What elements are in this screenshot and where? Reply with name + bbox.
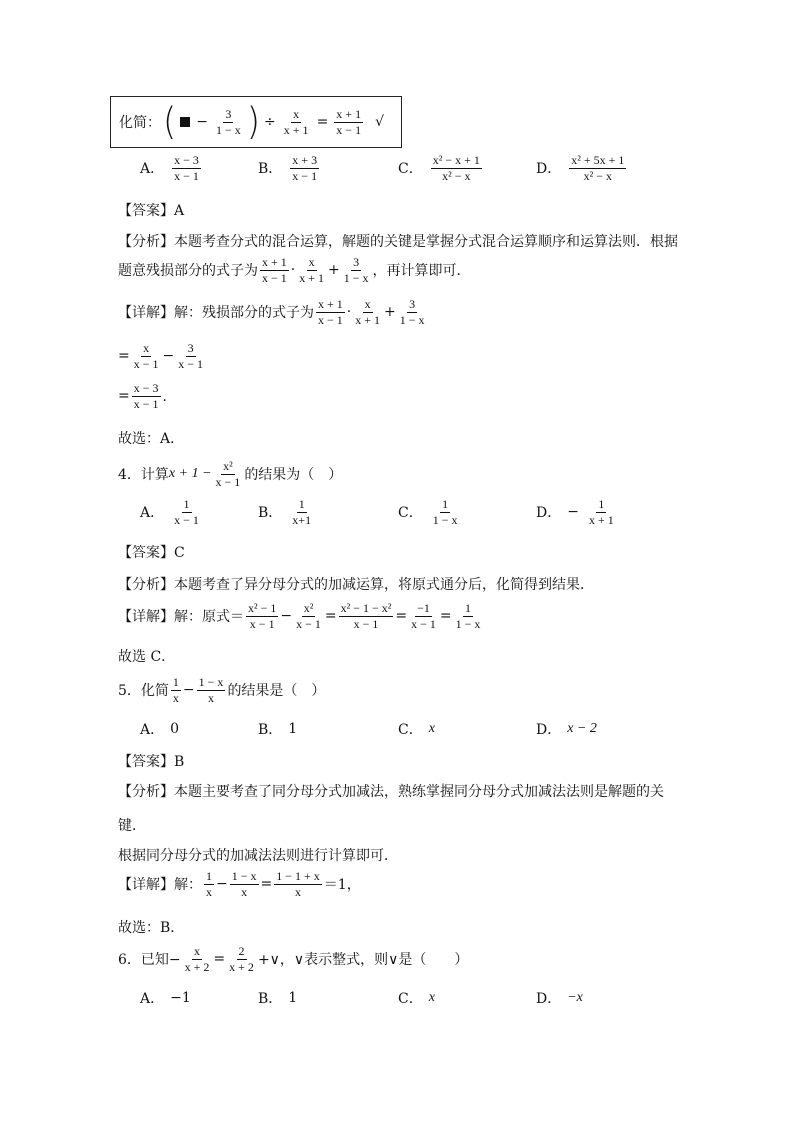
q6-option-a: A． −1 [140,990,191,1007]
box-fraction-1: $\frac{3}{1 - x}$ [216,106,241,137]
q5-stem: 5．化简 $\frac{1}{x}$ − $\frac{1 - x}{x}$ 的结果是（ ） [118,675,326,705]
q6-option-b: B． 1 [258,990,298,1007]
right-paren: ) [246,100,261,144]
damaged-blot [180,117,190,127]
q5-analysis-line1: 【分析】本题主要考查了同分母分式加减法，熟练掌握同分母分式加减法法则是解题的关 [118,784,664,800]
q4-option-b: B． $\frac{1}{x+1}$ [258,497,312,527]
simplify-label: 化简： [119,115,161,131]
q4-option-a: A． $\frac{1}{x - 1}$ [140,497,199,527]
q3-analysis-line1: 【分析】本题考查分式的混合运算，解题的关键是掌握分式混合运算顺序和运算法则．根据 [118,234,678,250]
q5-option-b: B． 1 [258,721,298,738]
q5-option-a: A． 0 [140,721,180,738]
q5-option-c: C． x [398,721,435,738]
q5-answer: 【答案】B [118,754,185,770]
q3-option-a: A． $\frac{x - 3}{x - 1}$ [140,153,199,183]
q4-detail: 【详解】解：原式＝ $\frac{\text{x² − 1}}{x - 1}$ − $\frac{\text{x²}}{x - 1}$ = $\frac{\text{x² − 1 − x²}}{x - 1}$ = $\frac{-1}{x - 1}$ = $\frac{1}{1 - x}$ [118,601,481,631]
q5-conclusion: 故选：B． [118,920,185,936]
q3-detail-step2: = $\frac{x - 3}{x - 1}$ ． [118,381,177,411]
q3-conclusion: 故选：A． [118,431,185,447]
problem-image-box: 化简： ( − $\frac{3}{1 - x}$ ) ÷ $\frac{x}{x + 1}$ = $\frac{x + 1}{x - 1}$ √ [110,96,402,148]
q5-option-d: D． x − 2 [536,721,597,738]
q6-option-c: C． x [398,990,435,1007]
q5-detail: 【详解】解： $\frac{1}{x}$ − $\frac{1 - x}{x}$ = $\frac{1 - 1 + x}{x}$ ＝1， [118,869,361,899]
q3-answer: 【答案】A [118,203,185,219]
q4-conclusion: 故选 C． [118,649,176,665]
check-mark: √ [375,114,384,130]
q4-analysis: 【分析】本题考查了异分母分式的加减运算，将原式通分后，化简得到结果． [118,577,594,593]
q3-detail-step1: = $\frac{x}{x - 1}$ − $\frac{3}{x - 1}$ [118,341,204,371]
q5-analysis-line2: 键． [118,818,146,834]
q6-stem: 6．已知− $\frac{x}{x + 2}$ = $\frac{2}{x + 2}$ +∨，∨表示整式，则∨是（ ） [118,944,469,974]
q4-stem: 4．计算 x + 1 − $\frac{\text{x²}}{x - 1}$ 的结果为（ ） [118,459,343,489]
q6-option-d: D． −x [536,990,583,1007]
box-fraction-2: $\frac{x}{x + 1}$ [283,106,309,137]
left-paren: ( [163,100,177,144]
q5-analysis-line3: 根据同分母分式的加减法法则进行计算即可． [118,848,398,864]
box-fraction-3: $\frac{x + 1}{x - 1}$ [336,106,362,137]
q3-detail-line1: 【详解】解：残损部分的式子为 $\frac{x + 1}{x - 1}$ · $\frac{x}{x + 1}$ + $\frac{3}{1 - x}$ [118,297,425,327]
q4-option-d: D． − $\frac{1}{x + 1}$ [536,497,614,527]
q3-option-c: C． $\frac{\text{x² − x + 1}}{\text{x² − x}}$ [398,153,480,183]
q4-answer: 【答案】C [118,545,185,561]
q3-analysis-line2: 题意残损部分的式子为 $\frac{x + 1}{x - 1}$ · $\frac{x}{x + 1}$ + $\frac{3}{1 - x}$ ，再计算即可． [118,255,471,285]
q4-option-c: C． $\frac{1}{1 - x}$ [398,497,458,527]
q3-option-d: D． $\frac{\text{x² + 5x + 1}}{\text{x² − x}}$ [536,153,625,183]
q3-option-b: B． $\frac{x + 3}{x - 1}$ [258,153,318,183]
